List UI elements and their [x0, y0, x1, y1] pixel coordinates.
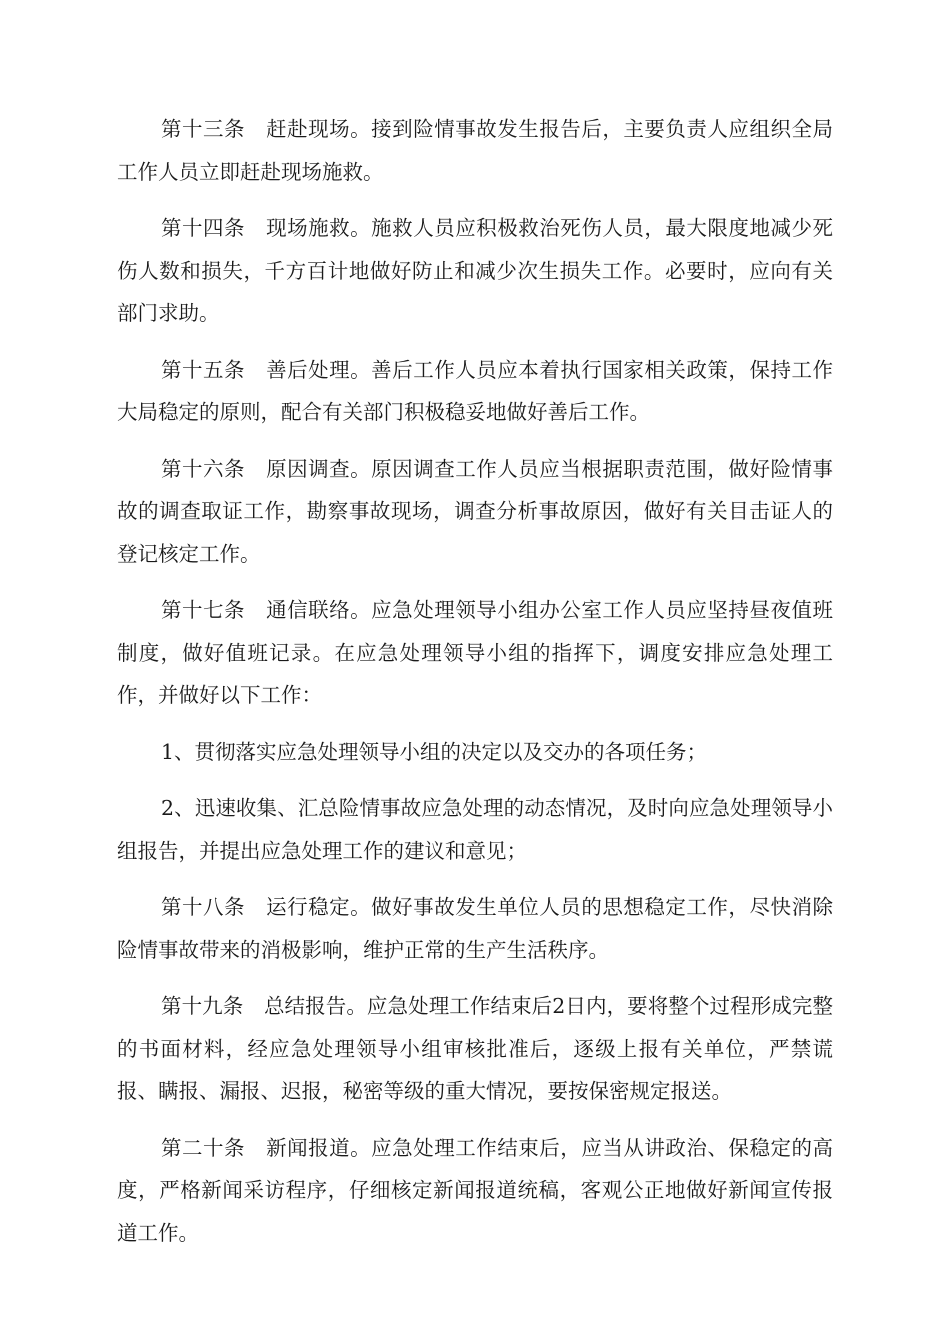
article-18-paragraph: 第十八条 运行稳定。做好事故发生单位人员的思想稳定工作，尽快消除险情事故带来的消极影响，维护正常的生产生活秩序。	[117, 895, 833, 962]
article-13-paragraph: 第十三条 赶赴现场。接到险情事故发生报告后，主要负责人应组织全局工作人员立即赶赴现场施救。	[117, 117, 833, 184]
list-item-1: 1、贯彻落实应急处理领导小组的决定以及交办的各项任务；	[161, 739, 708, 764]
document-body	[117, 108, 833, 1268]
article-16-paragraph: 第十六条 原因调查。原因调查工作人员应当根据职责范围，做好险情事故的调查取证工作，勘察事故现场，调查分析事故原因，做好有关目击证人的登记核定工作。	[117, 456, 833, 566]
article-20-paragraph: 第二十条 新闻报道。应急处理工作结束后，应当从讲政治、保稳定的高度，严格新闻采访程序，仔细核定新闻报道统稿，客观公正地做好新闻宣传报道工作。	[117, 1135, 833, 1245]
article-17-paragraph: 第十七条 通信联络。应急处理领导小组办公室工作人员应坚持昼夜值班制度，做好值班记录。在应急处理领导小组的指挥下，调度安排应急处理工作，并做好以下工作：	[117, 598, 833, 707]
article-15-paragraph: 第十五条 善后处理。善后工作人员应本着执行国家相关政策，保持工作大局稳定的原则，配合有关部门积极稳妥地做好善后工作。	[117, 357, 833, 424]
article-14-paragraph: 第十四条 现场施救。施救人员应积极救治死伤人员，最大限度地减少死伤人数和损失，千方百计地做好防止和减少次生损失工作。必要时，应向有关部门求助。	[117, 216, 833, 325]
list-item-2: 2、迅速收集、汇总险情事故应急处理的动态情况，及时向应急处理领导小组报告，并提出应急处理工作的建议和意见；	[117, 796, 833, 863]
article-19-paragraph: 第十九条 总结报告。应急处理工作结束后2日内，要将整个过程形成完整的书面材料，经应急处理领导小组审核批准后，逐级上报有关单位，严禁谎报、瞒报、漏报、迟报，秘密等级的重大情况，要按保密规定报送。	[117, 994, 833, 1103]
